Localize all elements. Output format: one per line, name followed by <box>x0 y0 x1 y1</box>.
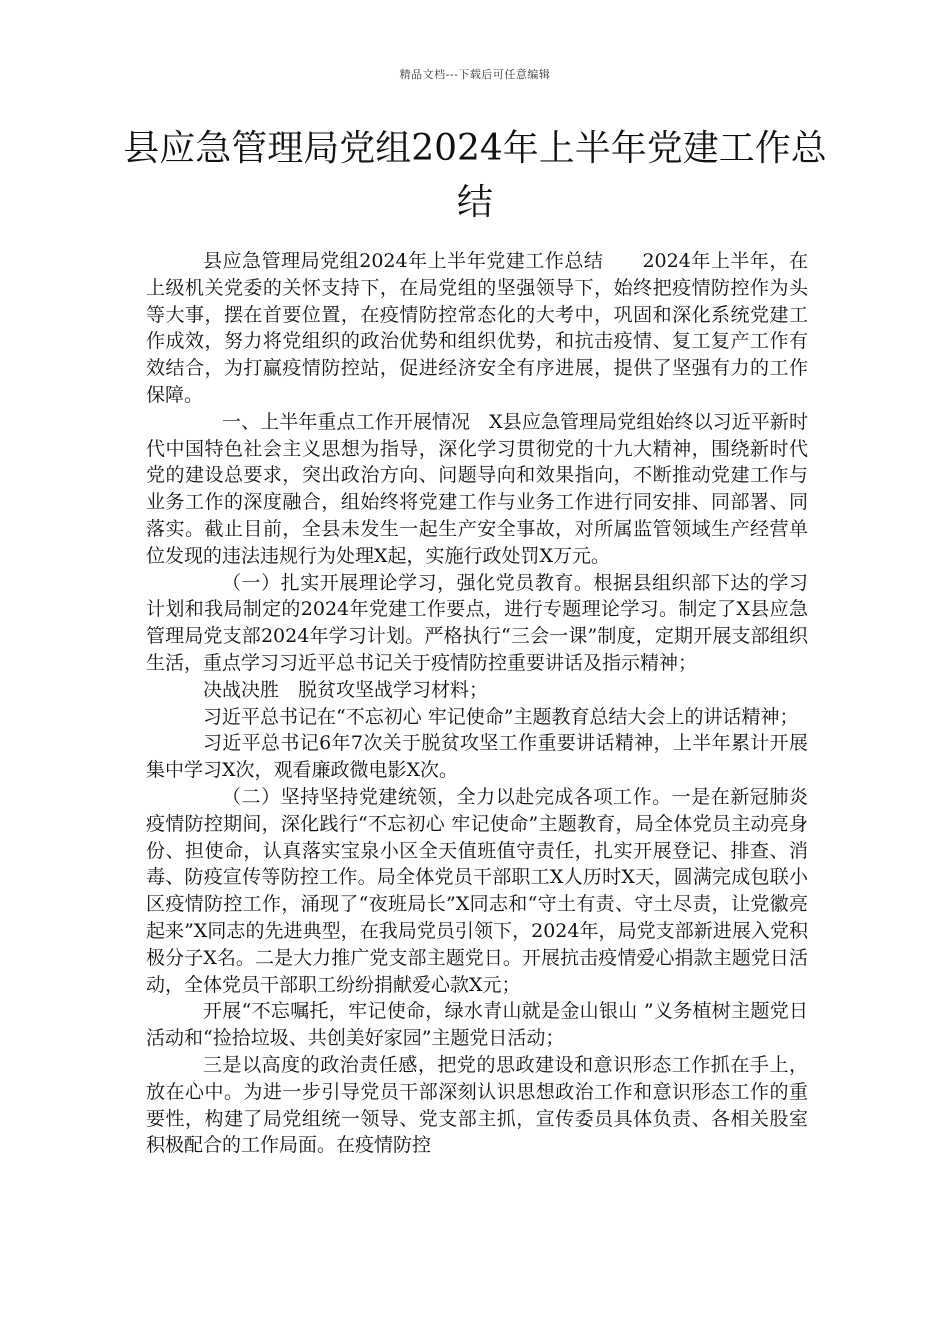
paragraph-intro: 县应急管理局党组2024年上半年党建工作总结 2024年上半年，在上级机关党委的关怀支持下，在局党组的坚强领导下，始终把疫情防控作为头等大事，摆在首要位置，在疫情防控常态化的大考中，巩固和深化系统党建工作成效，努力将党组织的政治优势和组织优势，和抗击疫情、复工复产工作有效结合，为打赢疫情防控站，促进经济安全有序进展，提供了坚强有力的工作保障。 <box>146 250 808 406</box>
header-note: 精品文档---下载后可任意编辑 <box>399 68 551 81</box>
paragraph-ideology-work: 三是以高度的政治责任感，把党的思政建设和意识形态工作抓在手上，放在心中。为进一步引导党员干部深刻认识思想政治工作和意识形态工作的重要性，构建了局党组统一领导、党支部主抓，宣传委员具体负责、各相关股室积极配合的工作局面。在疫情防控 <box>146 1053 808 1157</box>
paragraph-study-material: 决战决胜 脱贫攻坚战学习材料； <box>203 678 489 701</box>
paragraph-party-leadership: （二）坚持坚持党建统领，全力以赴完成各项工作。一是在新冠肺炎疫情防控期间，深化践行“不忘初心 牢记使命”主题教育，局全体党员主动亮身份、担使命，认真落实宝泉小区全天值班值守责任，扎实开展登记、排查、消毒、防疫宣传等防控工作。局全体党员干部职工X人历时X天，圆满完成包联小区疫情防控工作，涌现了“夜班局长”X同志和“守土有责、守土尽责，让党徽亮起来”X同志的先进典型，在我局党员引领下，2024年，局党支部新进展入党积极分子X名。二是大力推广党支部主题党日。开展抗击疫情爱心捐款主题党日活动，全体党员干部职工纷纷捐献爱心款X元； <box>146 785 808 996</box>
paragraph-speech-spirit: 习近平总书记在“不忘初心 牢记使命”主题教育总结大会上的讲话精神； <box>203 705 799 728</box>
document-title: 县应急管理局党组2024年上半年党建工作总结 <box>123 128 827 223</box>
paragraph-theory-study: （一）扎实开展理论学习，强化党员教育。根据县组织部下达的学习计划和我局制定的2024年党建工作要点，进行专题理论学习。制定了X县应急管理局党支部2024年学习计划。严格执行“三会一课”制度，定期开展支部组织生活，重点学习习近平总书记关于疫情防控重要讲话及指示精神； <box>146 571 808 674</box>
document-body <box>146 248 808 1159</box>
paragraph-poverty-speech: 习近平总书记6年7次关于脱贫攻坚工作重要讲话精神，上半年累计开展集中学习X次，观看廉政微电影X次。 <box>146 732 808 782</box>
paragraph-section-one: 一、上半年重点工作开展情况 X县应急管理局党组始终以习近平新时代中国特色社会主义思想为指导，深化学习贯彻党的十九大精神，围绕新时代党的建设总要求，突出政治方向、问题导向和效果指向，不断推动党建工作与业务工作的深度融合，组始终将党建工作与业务工作进行同安排、同部署、同落实。截止目前，全县未发生一起生产安全事故，对所属监管领域生产经营单位发现的违法违规行为处理X起，实施行政处罚X万元。 <box>146 410 808 567</box>
paragraph-tree-planting: 开展“不忘嘱托，牢记使命，绿水青山就是金山银山 ”义务植树主题党日活动和“捡拾垃圾、共创美好家园”主题党日活动； <box>146 1000 808 1050</box>
